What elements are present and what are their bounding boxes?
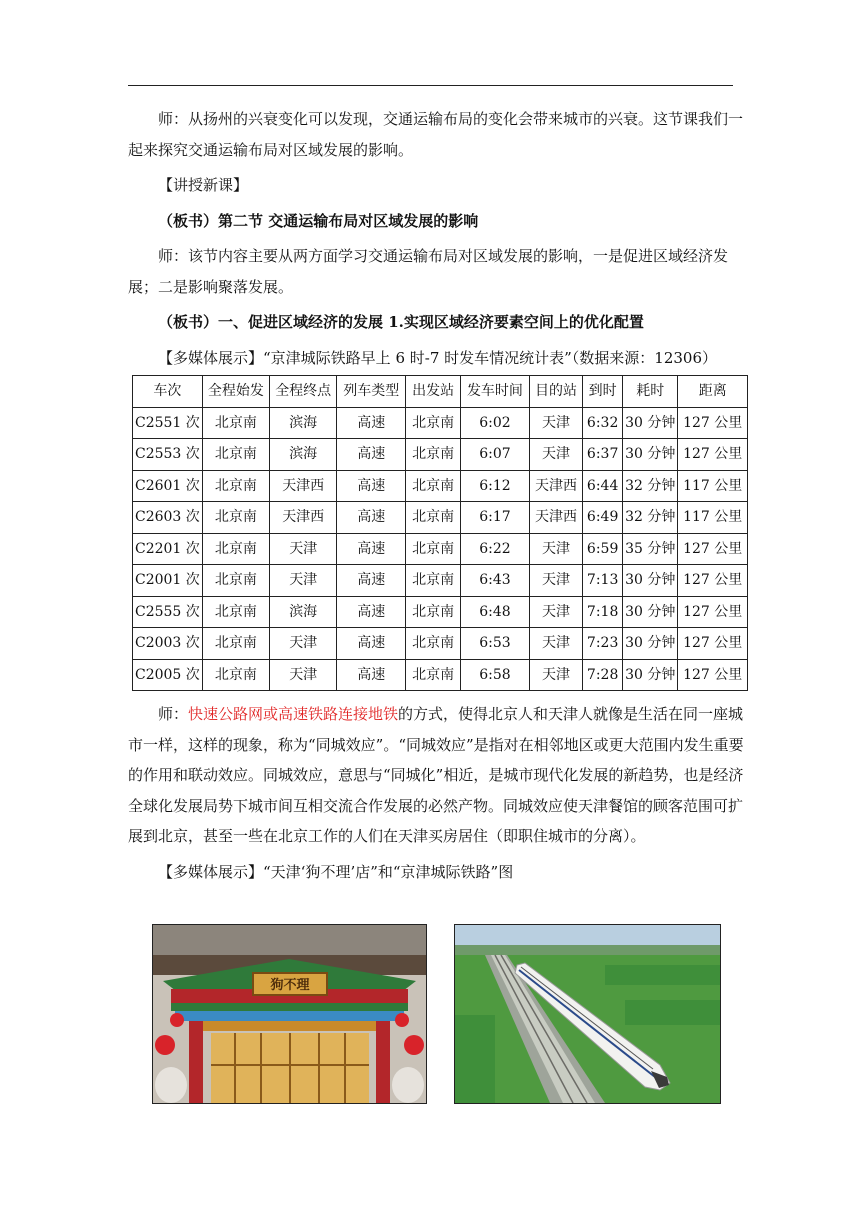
table-cell: 高速: [337, 659, 406, 691]
table-cell: 6:43: [461, 565, 530, 597]
table-cell: 高速: [337, 502, 406, 534]
table-cell: 6:12: [461, 470, 530, 502]
table-cell: 7:13: [583, 565, 623, 597]
table-cell: 北京南: [202, 470, 269, 502]
table-cell: C2003 次: [133, 628, 203, 660]
table-header-row: [133, 376, 748, 408]
table-cell: 高速: [337, 565, 406, 597]
table-header-cell: 耗时: [623, 376, 678, 408]
table-cell: 天津: [529, 596, 582, 628]
table-row: [133, 439, 748, 471]
table-cell: 35 分钟: [623, 533, 678, 565]
table-row: [133, 502, 748, 534]
table-cell: 北京南: [406, 659, 461, 691]
table-cell: 高速: [337, 533, 406, 565]
table-header-cell: 全程始发: [202, 376, 269, 408]
table-cell: 天津: [529, 533, 582, 565]
table-cell: 天津: [529, 565, 582, 597]
table-cell: 北京南: [202, 502, 269, 534]
table-row: [133, 596, 748, 628]
table-cell: 6:17: [461, 502, 530, 534]
board-heading-section: （板书）第二节 交通运输布局对区域发展的影响: [158, 211, 479, 230]
table-cell: 6:49: [583, 502, 623, 534]
table-header-cell: 全程终点: [270, 376, 337, 408]
table-cell: 天津: [270, 565, 337, 597]
table-cell: 117 公里: [678, 502, 748, 534]
table-cell: 30 分钟: [623, 407, 678, 439]
table-cell: C2551 次: [133, 407, 203, 439]
speaker-label: 师：: [158, 705, 189, 723]
table-cell: 北京南: [202, 565, 269, 597]
table-cell: 高速: [337, 407, 406, 439]
table-cell: 天津: [529, 407, 582, 439]
table-cell: 北京南: [202, 596, 269, 628]
table-cell: 高速: [337, 628, 406, 660]
table-cell: 天津: [270, 659, 337, 691]
table-cell: 30 分钟: [623, 659, 678, 691]
table-cell: 127 公里: [678, 533, 748, 565]
table-cell: 北京南: [202, 628, 269, 660]
table-cell: 北京南: [406, 439, 461, 471]
table-cell: C2603 次: [133, 502, 203, 534]
board-heading-subsection: （板书）一、促进区域经济的发展 1.实现区域经济要素空间上的优化配置: [158, 313, 644, 331]
table-cell: 6:32: [583, 407, 623, 439]
table-cell: 滨海: [270, 596, 337, 628]
table-cell: 天津: [270, 533, 337, 565]
table-cell: 北京南: [202, 533, 269, 565]
header-rule: [128, 85, 733, 86]
goubuli-restaurant-illustration: [153, 925, 426, 1103]
table-header-cell: 到时: [583, 376, 623, 408]
table-cell: 30 分钟: [623, 439, 678, 471]
table-cell: 6:37: [583, 439, 623, 471]
table-cell: 6:58: [461, 659, 530, 691]
table-row: [133, 533, 748, 565]
table-header-cell: 距离: [678, 376, 748, 408]
table-cell: 北京南: [406, 565, 461, 597]
table-row: [133, 565, 748, 597]
table-cell: 北京南: [406, 596, 461, 628]
table-header-cell: 发车时间: [461, 376, 530, 408]
table-cell: 北京南: [406, 628, 461, 660]
table-row: [133, 407, 748, 439]
table-cell: 127 公里: [678, 565, 748, 597]
goubuli-restaurant-photo: [152, 924, 427, 1104]
restaurant-sign-text: 狗不理: [270, 978, 310, 993]
table-cell: 32 分钟: [623, 470, 678, 502]
table-cell: 30 分钟: [623, 565, 678, 597]
table-body: [133, 407, 748, 691]
table-cell: 天津: [270, 628, 337, 660]
highlighted-phrase: 快速公路网或高速铁路连接地铁: [188, 705, 399, 723]
paragraph-intro: 师：从扬州的兴衰变化可以发现，交通运输布局的变化会带来城市的兴衰。这节课我们一起来探究交通运输布局对区域发展的影响。: [128, 110, 744, 159]
table-cell: C2005 次: [133, 659, 203, 691]
table-cell: 滨海: [270, 439, 337, 471]
table-header-cell: 列车类型: [337, 376, 406, 408]
table-cell: C2553 次: [133, 439, 203, 471]
photo-row: [152, 924, 720, 1104]
table-cell: 天津西: [270, 502, 337, 534]
table-cell: 127 公里: [678, 407, 748, 439]
table-cell: 127 公里: [678, 659, 748, 691]
table-cell: 北京南: [202, 439, 269, 471]
table-cell: 北京南: [406, 533, 461, 565]
multimedia-caption-photos: 【多媒体展示】“天津‘狗不理’店”和“京津城际铁路”图: [158, 862, 514, 881]
train-schedule-table: [132, 375, 748, 691]
table-cell: 6:44: [583, 470, 623, 502]
table-cell: 北京南: [406, 470, 461, 502]
table-cell: 127 公里: [678, 628, 748, 660]
table-row: [133, 659, 748, 691]
table-cell: 天津: [529, 439, 582, 471]
table-cell: 高速: [337, 439, 406, 471]
table-cell: 127 公里: [678, 596, 748, 628]
table-cell: 32 分钟: [623, 502, 678, 534]
table-cell: 117 公里: [678, 470, 748, 502]
table-cell: 天津西: [529, 502, 582, 534]
page-content: [128, 104, 748, 892]
table-header-cell: 车次: [133, 376, 203, 408]
paragraph-same-city-effect: [128, 699, 748, 852]
table-cell: 北京南: [406, 407, 461, 439]
table-row: [133, 470, 748, 502]
table-cell: 天津西: [270, 470, 337, 502]
table-cell: C2001 次: [133, 565, 203, 597]
table-cell: C2555 次: [133, 596, 203, 628]
table-row: [133, 628, 748, 660]
paragraph-body: 的方式，使得北京人和天津人就像是生活在同一座城市一样，这样的现象，称为“同城效应”。“同城效应”是指对在相邻地区或更大范围内发生重要的作用和联动效应。同城效应，意思与“同城化”相近，是城市现代化发展的新趋势，也是经济全球化发展局势下城市间互相交流合作发展的必然产物。同城效应使天津餐馆的顾客范围可扩展到北京，甚至一些在北京工作的人们在天津买房居住（即职住城市的分离）。: [128, 705, 744, 845]
table-cell: 6:22: [461, 533, 530, 565]
table-cell: 高速: [337, 470, 406, 502]
table-header-cell: 目的站: [529, 376, 582, 408]
table-cell: 30 分钟: [623, 596, 678, 628]
table-cell: 滨海: [270, 407, 337, 439]
jingjin-railway-photo: [454, 924, 721, 1104]
table-header-cell: 出发站: [406, 376, 461, 408]
table-cell: 6:07: [461, 439, 530, 471]
table-cell: 6:53: [461, 628, 530, 660]
table-cell: 天津: [529, 659, 582, 691]
table-cell: 天津西: [529, 470, 582, 502]
table-cell: 天津: [529, 628, 582, 660]
table-cell: 6:48: [461, 596, 530, 628]
table-cell: 7:18: [583, 596, 623, 628]
section-label-new-lesson: 【讲授新课】: [158, 176, 249, 194]
table-cell: 127 公里: [678, 439, 748, 471]
table-cell: 7:23: [583, 628, 623, 660]
table-cell: 北京南: [406, 502, 461, 534]
table-cell: 高速: [337, 596, 406, 628]
paragraph-overview: 师：该节内容主要从两方面学习交通运输布局对区域发展的影响，一是促进区域经济发展；二是影响聚落发展。: [128, 247, 729, 296]
table-cell: 北京南: [202, 659, 269, 691]
high-speed-train-illustration: [455, 925, 720, 1103]
table-cell: 7:28: [583, 659, 623, 691]
table-cell: 6:59: [583, 533, 623, 565]
table-cell: C2201 次: [133, 533, 203, 565]
multimedia-caption-table: 【多媒体展示】“京津城际铁路早上 6 时-7 时发车情况统计表”（数据来源：12306）: [158, 348, 718, 367]
table-cell: 6:02: [461, 407, 530, 439]
table-cell: 30 分钟: [623, 628, 678, 660]
table-cell: C2601 次: [133, 470, 203, 502]
table-cell: 北京南: [202, 407, 269, 439]
